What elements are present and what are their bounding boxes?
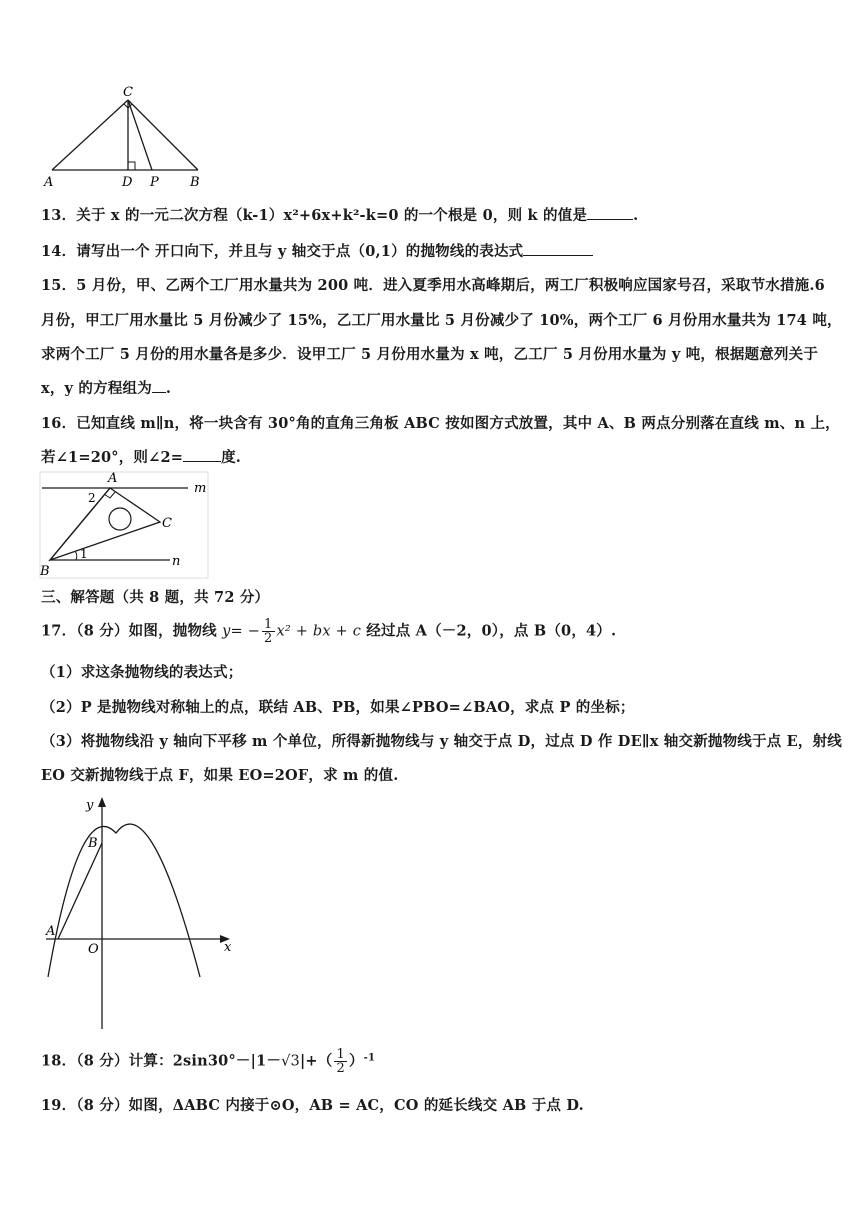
question-17-part-2: （2）P 是抛物线对称轴上的点，联结 AB、PB，如果∠PBO=∠BAO，求点 P 的坐标； — [41, 699, 635, 716]
answer-blank — [587, 205, 633, 220]
question-17-part-1: （1）求这条抛物线的表达式； — [41, 664, 243, 681]
answer-blank — [523, 241, 593, 256]
label-C: C — [123, 85, 133, 100]
answer-blank — [152, 378, 166, 393]
fraction-half: $\frac{1}{2}$ — [336, 1047, 345, 1076]
label-P: P — [150, 175, 159, 190]
fraction-half: $\frac{1}{2}$ — [264, 617, 273, 646]
question-17-part-3b: EO 交新抛物线于点 F，如果 EO=2OF，求 m 的值. — [41, 767, 399, 784]
label-angle-2: 2 — [88, 491, 96, 505]
label-B: B — [40, 564, 50, 579]
label-A: A — [108, 471, 118, 486]
label-A: A — [44, 175, 54, 190]
question-15-line-1: 15．5 月份，甲、乙两个工厂用水量共为 200 吨．进入夏季用水高峰期后，两工厂积极响应国家号召，采取节水措施.6 — [41, 277, 825, 294]
label-B: B — [88, 836, 98, 851]
question-16-line-1: 16．已知直线 m∥n，将一块含有 30°角的直角三角板 ABC 按如图方式放置，其中 A、B 两点分别落在直线 m、n 上， — [41, 415, 840, 432]
question-17-part-3a: （3）将抛物线沿 y 轴向下平移 m 个单位，所得新抛物线与 y 轴交于点 D，过点 D 作 DE∥x 轴交新抛物线于点 E，射线 — [41, 733, 843, 750]
question-15-line-3: 求两个工厂 5 月份的用水量各是多少．设甲工厂 5 月份用水量为 x 吨，乙工厂 5 月份用水量为 y 吨，根据题意列关于 — [41, 346, 819, 363]
parallel-lines-figure — [38, 470, 210, 580]
label-x: x — [224, 940, 232, 955]
label-y: y — [86, 798, 94, 813]
triangle-figure — [40, 82, 210, 192]
label-A: A — [46, 924, 56, 939]
question-19: 19．（8 分）如图，ΔABC 内接于⊙O，AB = AC，CO 的延长线交 AB 于点 D. — [41, 1097, 584, 1114]
question-16-line-2: 若∠1=20°，则∠2= 度. — [41, 449, 242, 466]
question-18: 18．（8 分）计算：2sin30°－|1－√3|+（ $\frac{1}{2}$ ）$^{-1}$ — [41, 1047, 376, 1076]
label-m: m — [194, 481, 207, 496]
question-17: 17．（8 分）如图，抛物线 y= − $\frac{1}{2}$ x² + bx + c 经过点 A（－2，0），点 B（0，4）. — [41, 617, 617, 646]
question-15-line-4: x，y 的方程组为 . — [41, 380, 172, 397]
label-D: D — [122, 175, 133, 190]
question-14: 14．请写出一个 开口向下，并且与 y 轴交于点（0,1）的抛物线的表达式 — [41, 240, 593, 261]
question-15-line-2: 月份，甲工厂用水量比 5 月份减少了 15%，乙工厂用水量比 5 月份减少了 10%，两个工厂 6 月份用水量共为 174 吨， — [41, 312, 842, 329]
label-angle-1: 1 — [80, 547, 88, 561]
label-B: B — [190, 175, 200, 190]
answer-blank — [183, 447, 221, 462]
label-O: O — [88, 942, 99, 957]
label-n: n — [172, 554, 181, 569]
label-C: C — [162, 516, 172, 531]
section-3-heading: 三、解答题（共 8 题，共 72 分） — [41, 589, 270, 606]
parabola-figure — [40, 795, 240, 1035]
question-13: 13．关于 x 的一元二次方程（k-1）x²+6x+k²-k=0 的一个根是 0，则 k 的值是 . — [41, 207, 639, 224]
